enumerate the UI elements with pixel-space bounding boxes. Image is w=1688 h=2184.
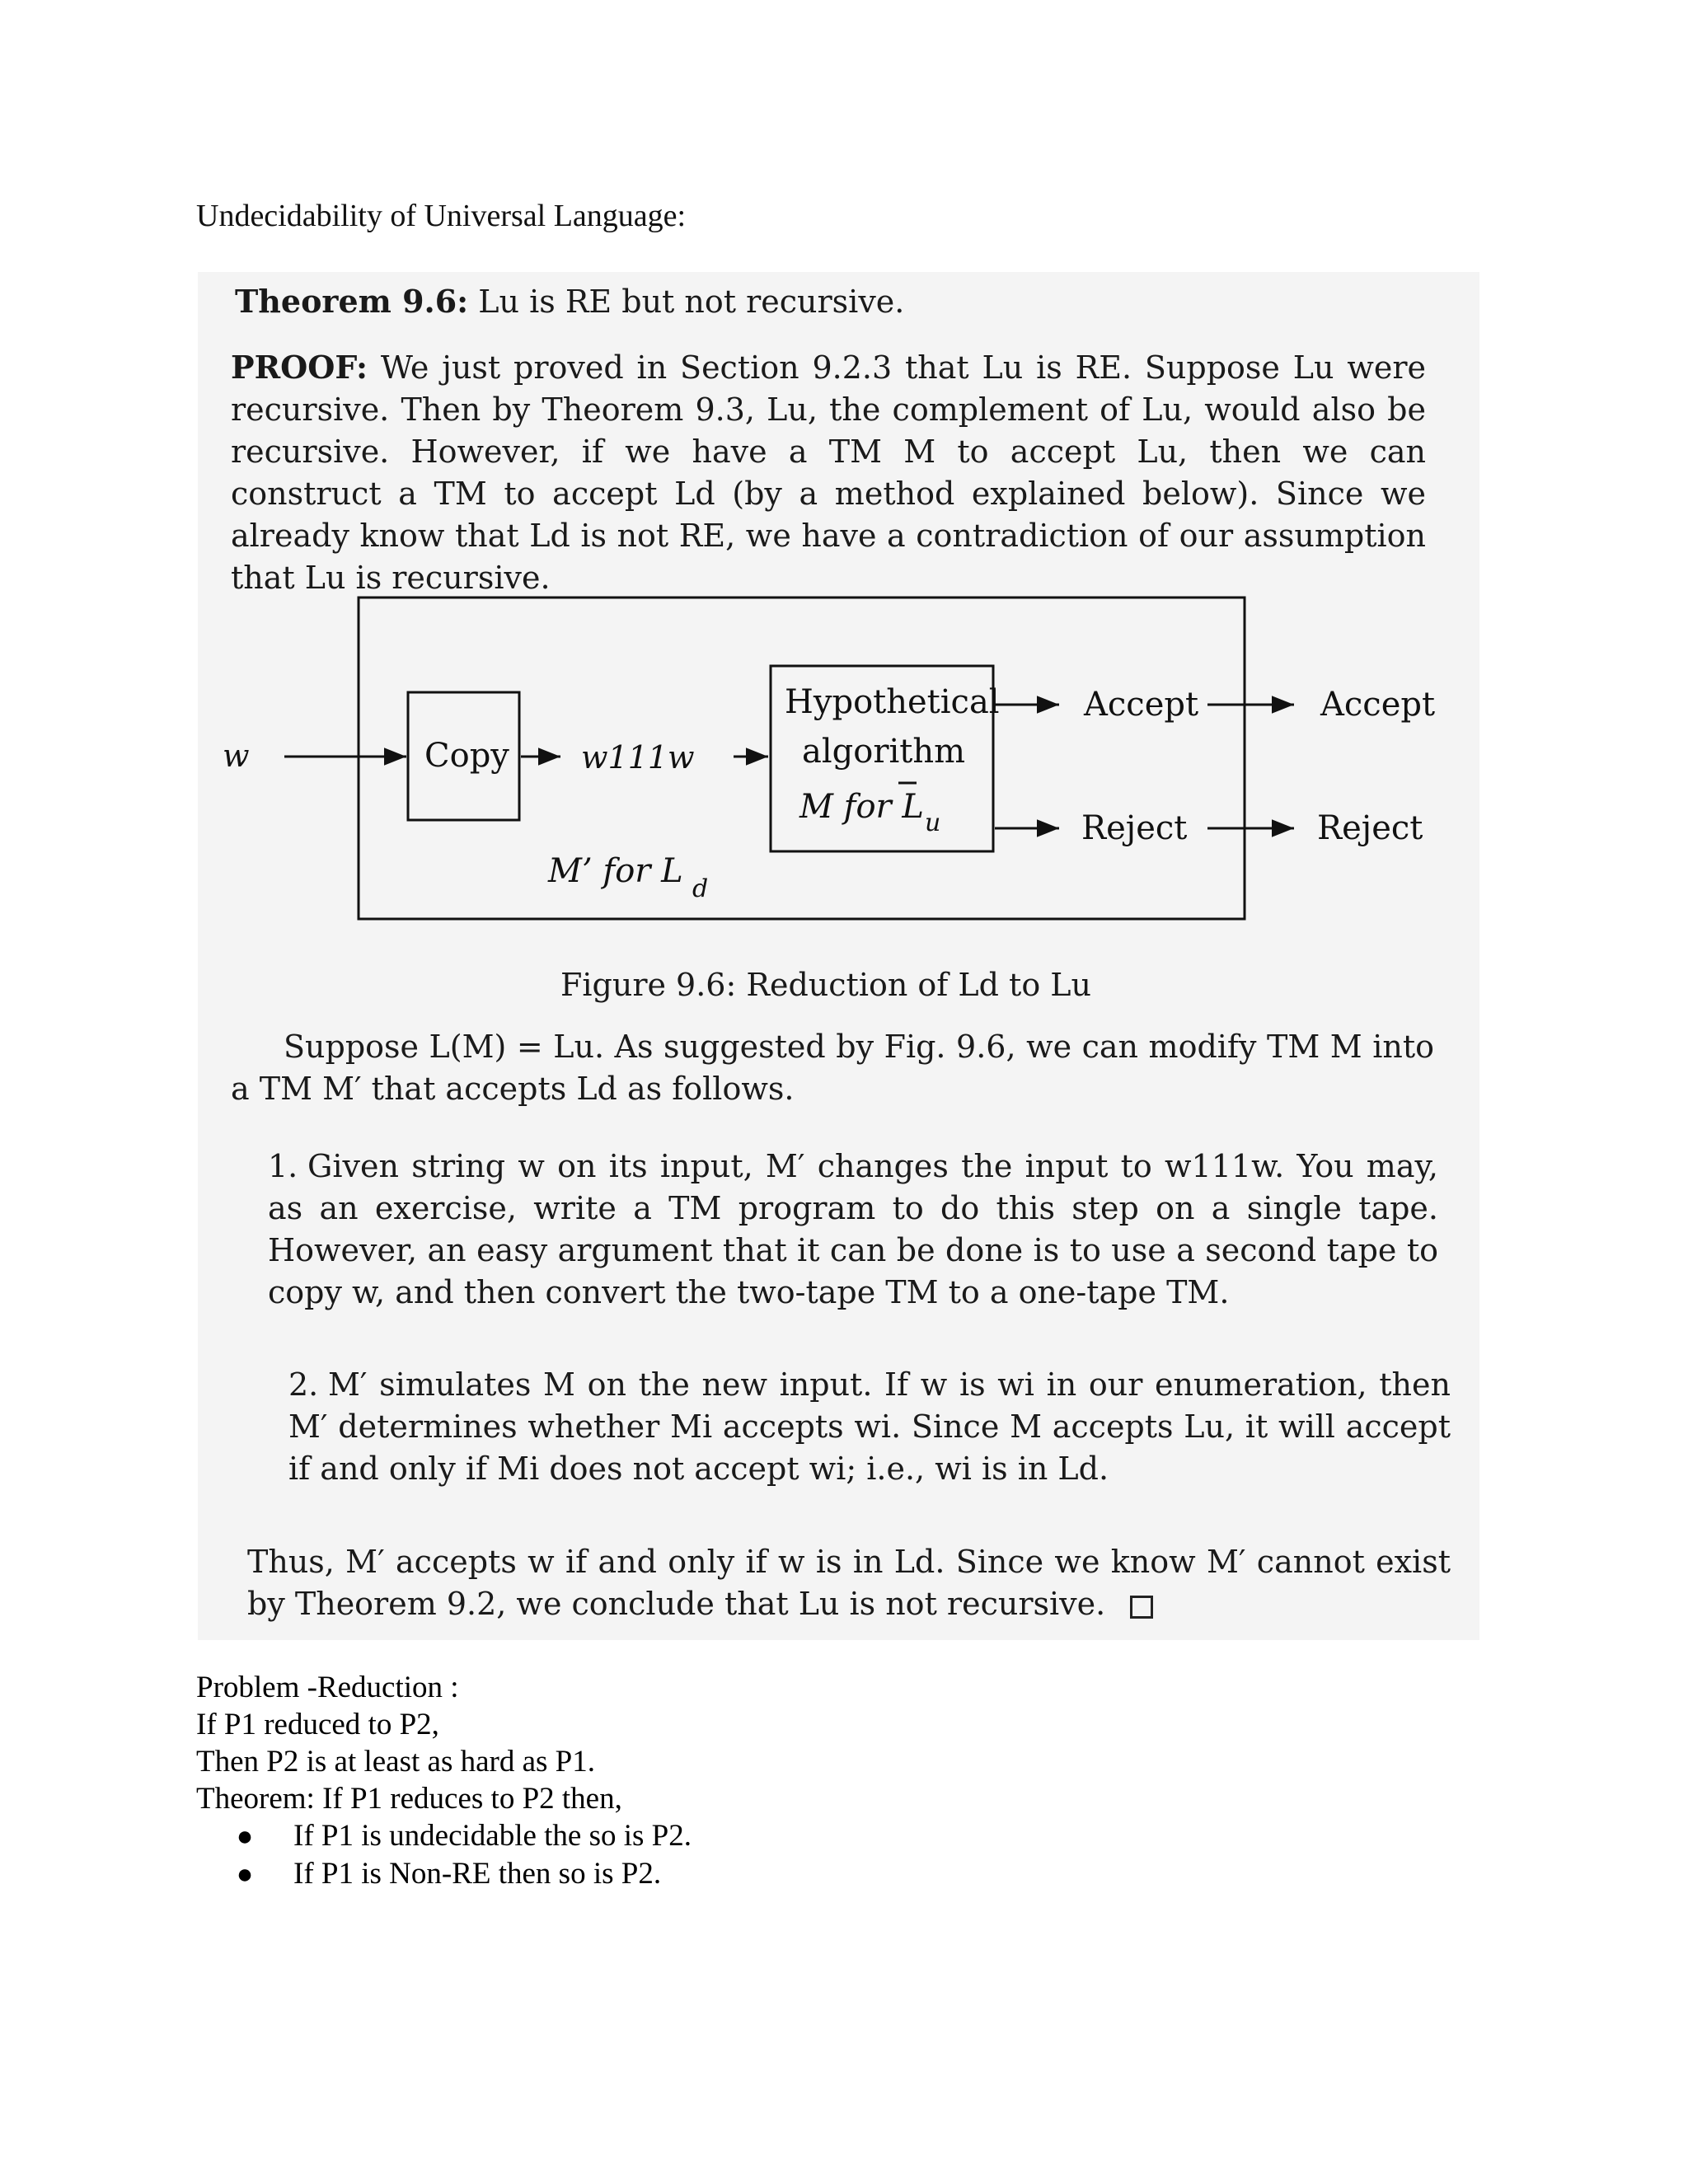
list-item — [288, 1364, 1451, 1490]
conclusion-text: Thus, M′ accepts w if and only if w is in Ld. Since we know M′ cannot exist by Theorem 9.2, we conclude that Lu is not recursive. — [247, 1544, 1451, 1622]
copy-label: Copy — [424, 737, 509, 775]
list-item-text: Given string w on its input, M′ changes the input to w111w. You may, as an exercise, write a TM program to do this step on a single tape. However, an easy argument that it can be done is to use a second tape to copy w, and then convert the two-tape TM to a one-tape TM. — [268, 1148, 1438, 1310]
conclusion-paragraph — [247, 1541, 1451, 1625]
accept-outer-label: Accept — [1320, 686, 1436, 724]
reduction-section — [196, 1669, 692, 1893]
theorem-statement — [235, 280, 904, 323]
accept-inner-label: Accept — [1084, 686, 1199, 724]
bullet-item — [196, 1855, 692, 1893]
hypothetical-line1: Hypothetical — [785, 683, 1000, 721]
bullet-icon: ● — [236, 1859, 254, 1890]
list-item — [268, 1146, 1438, 1314]
suppose-paragraph: Suppose L(M) = Lu. As suggested by Fig. 9.6, we can modify TM M into a TM M′ that accepts Ld as follows. — [231, 1029, 1434, 1107]
reduction-diagram — [198, 577, 1484, 956]
reject-inner-label: Reject — [1081, 809, 1188, 847]
hypothetical-line3: M for L — [799, 788, 924, 826]
list-item-number: 1. — [268, 1148, 298, 1184]
theorem-label: Theorem 9.6: — [235, 283, 469, 320]
reduction-theorem: Theorem: If P1 reduces to P2 then, — [196, 1782, 622, 1816]
bullet-icon: ● — [236, 1821, 254, 1852]
proof-text: We just proved in Section 9.2.3 that Lu is RE. Suppose Lu were recursive. Then by Theorem 9.3, Lu, the complement of Lu, would also be recursive. However, if we have a TM M to accept Lu, then we can construct a TM to accept Ld (by a method explained below). Since we already know that Ld is not RE, we have a contradiction of our assumption that Lu is recursive. — [231, 349, 1426, 596]
reduction-title: Problem -Reduction : — [196, 1671, 459, 1704]
qed-box-icon — [1130, 1596, 1153, 1619]
input-label: w — [223, 738, 250, 774]
mprime-subscript: d — [692, 874, 709, 903]
hypothetical-line2: algorithm — [802, 733, 966, 771]
proof-paragraph — [231, 346, 1426, 599]
bullet-text: If P1 is Non-RE then so is P2. — [293, 1857, 662, 1891]
copied-label: w111w — [581, 739, 695, 776]
figure-caption: Figure 9.6: Reduction of Ld to Lu — [560, 967, 1091, 1003]
theorem-text: Lu is RE but not recursive. — [478, 284, 905, 320]
mprime-label: M’ for L — [548, 852, 683, 890]
list-item-text: M′ simulates M on the new input. If w is wi in our enumeration, then M′ determines whether Mi accepts wi. Since M accepts Lu, it will accept if and only if Mi does not accept wi; i.e., wi is in Ld. — [288, 1366, 1451, 1487]
list-item-number: 2. — [288, 1366, 319, 1403]
reject-outer-label: Reject — [1317, 809, 1423, 847]
reduction-line: Then P2 is at least as hard as P1. — [196, 1745, 595, 1779]
hypothetical-subscript: u — [925, 808, 941, 837]
bullet-item — [196, 1817, 692, 1855]
bullet-text: If P1 is undecidable the so is P2. — [293, 1819, 692, 1853]
page-heading: Undecidability of Universal Language: — [196, 199, 687, 233]
proof-label: PROOF: — [231, 349, 368, 386]
reduction-line: If P1 reduced to P2, — [196, 1708, 439, 1741]
